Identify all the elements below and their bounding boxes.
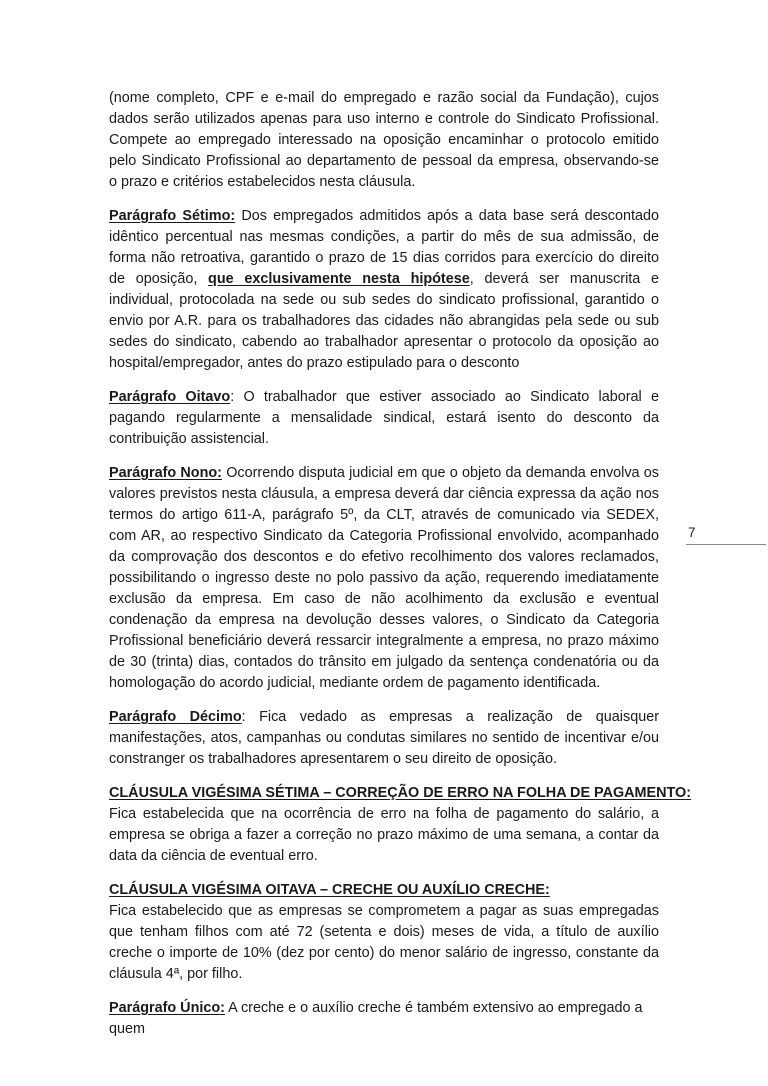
paragraph-decimo-text: : Fica vedado as empresas a realização de quaisquer manifestações, atos, campanhas ou condutas similares no sentido de incentivar e/ou constranger os trabalhadores apresentarem o seu direito de oposição. — [109, 709, 659, 767]
clause-vigesima-oitava-text-part-2: , por filho. — [179, 966, 243, 982]
paragraph-unico-text: A creche e o auxílio creche é também extensivo ao empregado a quem — [109, 1000, 643, 1037]
paragraph-setimo-text-after: , deverá ser manuscrita e individual, protocolada na sede ou sub sedes do sindicato profissional, garantido o envio por A.R. para os trabalhadores das cidades não abrangidas pela sede ou sub sedes do sindicato, cabendo ao trabalhador apresentar o protocolo da oposição ao hospital/empregador, antes do prazo estipulado para o desconto — [109, 271, 659, 371]
paragraph-continuation-text: (nome completo, CPF e e-mail do empregado e razão social da Fundação), cujos dados serão utilizados apenas para uso interno e controle do Sindicato Profissional. Compete ao empregado interessado na oposição encaminhar o protocolo emitido pelo Sindicato Profissional ao departamento de pessoal da empresa, observando-se o prazo e critérios estabelecidos nesta cláusula. — [109, 90, 659, 190]
paragraph-setimo — [109, 206, 659, 374]
paragraph-setimo-text-before: Dos empregados admitidos após a data base será descontado idêntico percentual nas mesmas condições, a partir do mês de sua admissão, de forma não retroativa, garantido o prazo de 15 dias corridos para exercício do direito de oposição, — [109, 208, 659, 287]
paragraph-oitavo — [109, 387, 659, 450]
paragraph-continuation — [109, 88, 659, 193]
paragraph-oitavo-text: : O trabalhador que estiver associado ao Sindicato laboral e pagando regularmente a mensalidade sindical, estará isento do desconto da contribuição assistencial. — [109, 389, 659, 447]
page-number: 7 — [688, 525, 696, 540]
clause-vigesima-oitava-text-part-1: Fica estabelecido que as empresas se comprometem a pagar as suas empregadas que tenham filhos com até 72 (setenta e dois) meses de vida, a título de auxílio creche o importe de 10% (dez por cento) do menor salário de ingresso, constante da cláusula 4 — [109, 903, 659, 982]
page-number-marker — [686, 524, 768, 545]
clause-heading-vigesima-oitava: CLÁUSULA VIGÉSIMA OITAVA – CRECHE OU AUXÍLIO CRECHE: — [109, 882, 550, 898]
paragraph-decimo — [109, 707, 659, 770]
clause-vigesima-setima-text: Fica estabelecida que na ocorrência de erro na folha de pagamento do salário, a empresa se obriga a fazer a correção no prazo máximo de uma semana, a contar da data da ciência de eventual erro. — [109, 806, 659, 864]
paragraph-nono-label: Parágrafo Nono: — [109, 465, 222, 481]
paragraph-nono-text-part-2: , da CLT, através de comunicado via SEDEX, com AR, ao respectivo Sindicato da Categoria Profissional envolvido, acompanhado da comprovação dos descontos e do efetivo recolhimento dos valores reclamados, possibilitando o ingresso deste no polo passivo da ação, requerendo imediatamente exclusão da empresa. Em caso de não acolhimento da exclusão e eventual condenação da empresa na devolução desses valores, o Sindicato da Categoria Profissional beneficiário deverá ressarcir integralmente a empresa, no prazo máximo de 30 (trinta) dias, contados do trânsito em julgado da sentença condenatória ou da homologação do acordo judicial, mediante ordem de pagamento identificada. — [109, 507, 659, 691]
clause-vigesima-oitava-ordinal: ª — [173, 966, 180, 982]
paragraph-unico-label: Parágrafo Único: — [109, 1000, 225, 1016]
paragraph-nono — [109, 463, 659, 694]
paragraph-nono-ordinal: º — [348, 507, 354, 523]
paragraph-decimo-label: Parágrafo Décimo — [109, 709, 242, 725]
paragraph-unico — [109, 998, 659, 1040]
clause-heading-vigesima-setima: CLÁUSULA VIGÉSIMA SÉTIMA – CORREÇÃO DE ERRO NA FOLHA DE PAGAMENTO: — [109, 785, 692, 801]
page-number-rule — [686, 544, 766, 545]
paragraph-setimo-label: Parágrafo Sétimo: — [109, 208, 236, 224]
paragraph-oitavo-label: Parágrafo Oitavo — [109, 389, 231, 405]
clause-vigesima-oitava-body — [109, 901, 659, 985]
document-body — [109, 88, 692, 1040]
paragraph-nono-text-part-1: Ocorrendo disputa judicial em que o objeto da demanda envolva os valores previstos nesta cláusula, a empresa deverá dar ciência expressa da ação nos termos do artigo 611-A, parágrafo 5 — [109, 465, 659, 523]
paragraph-setimo-emphasis: que exclusivamente nesta hipótese — [208, 271, 470, 287]
clause-vigesima-setima-body — [109, 804, 659, 867]
